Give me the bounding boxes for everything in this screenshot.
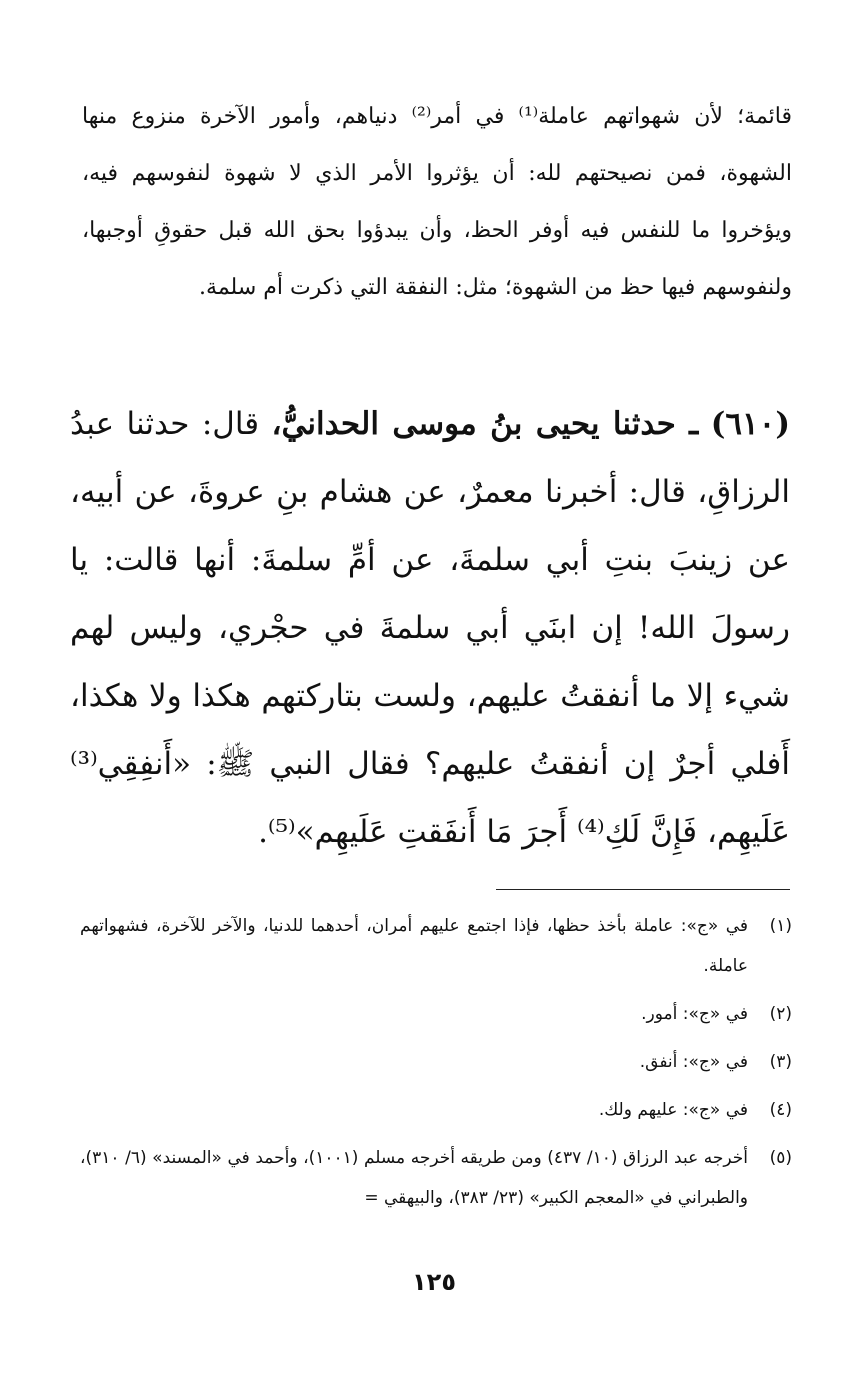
footnote-number: (٥)	[769, 1148, 792, 1168]
footnote	[80, 1042, 792, 1082]
footnote-text: في «ج»: عليهم ولك.	[598, 1100, 748, 1120]
footnotes-list	[80, 906, 792, 1226]
hadith-paragraph	[70, 390, 790, 866]
page-number: ١٢٥	[412, 1268, 456, 1296]
intro-paragraph: قائمة؛ لأن شهواتهم عاملة⁽¹⁾ في أمر⁽²⁾ دنياهم، وأمور الآخرة منزوع منها الشهوة، فمن نصيحتهم لله: أن يؤثروا الأمر الذي لا شهوة لنفوسهم فيه، ويؤخروا ما للنفس فيه أوفر الحظ، وأن يبدؤوا بحق الله قبل حقوقِ أوجبها، ولنفوسهم فيها حظ من الشهوة؛ مثل: النفقة التي ذكرت أم سلمة.	[82, 104, 793, 300]
footnote-text: في «ج»: عاملة بأخذ حظها، فإذا اجتمع عليهم أمران، أحدهما للدنيا، والآخر للآخرة، فشهواتهم عاملة.	[80, 916, 748, 976]
hadith-body: قال: حدثنا عبدُ الرزاقِ، قال: أخبرنا معمرٌ، عن هشام بنِ عروةَ، عن أبيه، عن زينبَ بنتِ أبي سلمةَ، عن أمِّ سلمةَ: أنها قالت: يا رسولَ الله! إن ابنَي أبي سلمةَ في حجْري، وليس لهم شيء إلا ما أنفقتُ عليهم، ولست بتاركتهم هكذا ولا هكذا، أَفلي أجرٌ إن أنفقتُ عليهم؟ فقال النبي ﷺ: «أَنفِقِي⁽³⁾ عَلَيهِم، فَإِنَّ لَكِ⁽⁴⁾ أَجرَ مَا أَنفَقتِ عَلَيهِم»⁽⁵⁾.	[70, 406, 790, 850]
footnote-text: أخرجه عبد الرزاق (١٠/ ٤٣٧) ومن طريقه أخرجه مسلم (١٠٠١)، وأحمد في «المسند» (٦/ ٣١٠)، والطبراني في «المعجم الكبير» (٢٣/ ٣٨٣)، والبيهقي =	[80, 1148, 749, 1208]
footnote	[80, 906, 792, 986]
footnote-number: (٢)	[769, 1004, 792, 1024]
footnote-divider	[496, 889, 790, 890]
footnote-text: في «ج»: أنفق.	[639, 1052, 748, 1072]
footnote	[80, 1090, 792, 1130]
hadith-chain-head: ـ حدثنا يحيى بنُ موسى الحدانيُّ،	[271, 406, 699, 442]
hadith-number: (٦١٠)	[710, 406, 790, 442]
footnote-number: (١)	[769, 916, 792, 936]
footnote-number: (٤)	[769, 1100, 792, 1120]
footnote	[80, 994, 792, 1034]
footnote-number: (٣)	[769, 1052, 792, 1072]
footnote-text: في «ج»: أمور.	[641, 1004, 748, 1024]
footnote	[80, 1138, 792, 1218]
